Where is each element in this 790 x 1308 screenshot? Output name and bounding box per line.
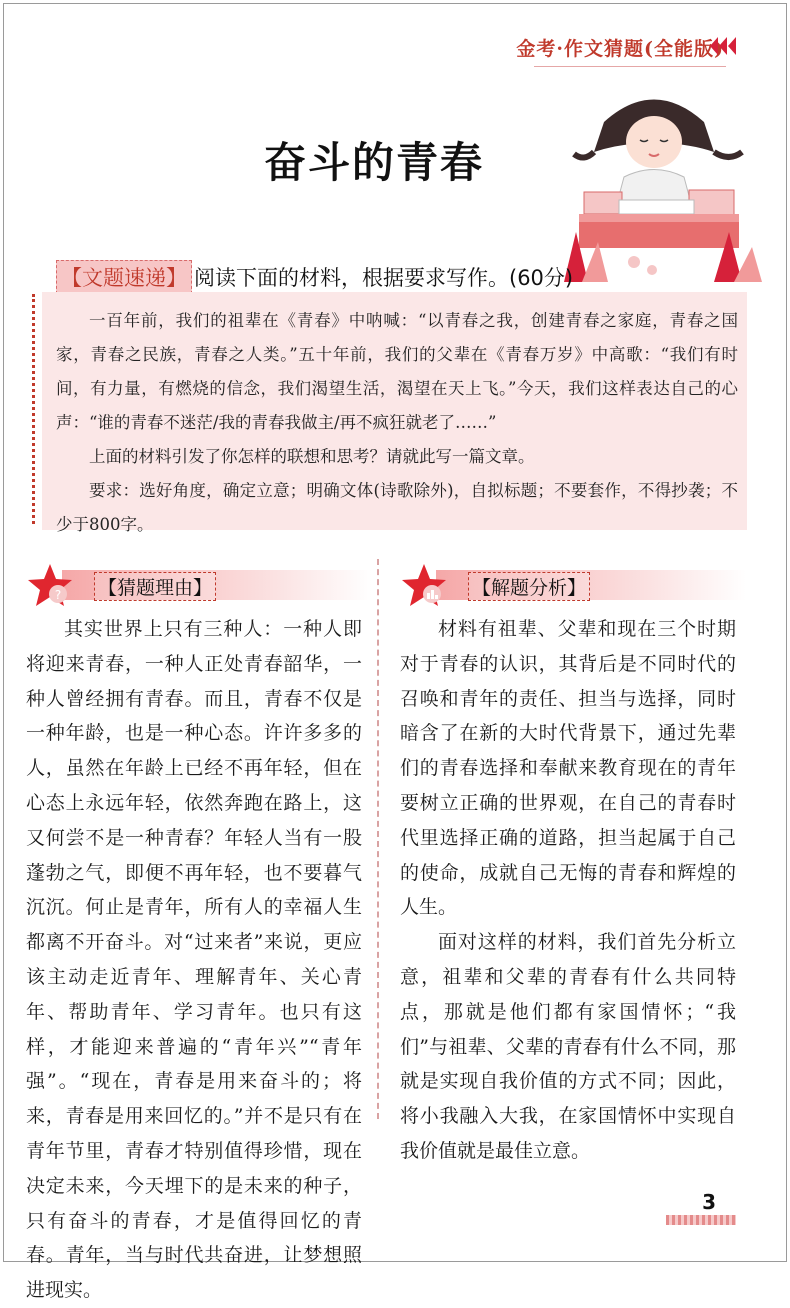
right-section-heading xyxy=(400,562,740,608)
left-column-text xyxy=(26,612,362,1308)
right-heading-label: 【解题分析】 xyxy=(468,572,590,601)
left-section-heading xyxy=(26,562,366,608)
material-paragraph-2: 上面的材料引发了你怎样的联想和思考？请就此写一篇文章。 xyxy=(89,447,535,466)
right-column-text xyxy=(400,612,736,1169)
girl-reading-illustration-icon xyxy=(564,82,764,282)
page-title: 奋斗的青春 xyxy=(263,138,484,187)
material-paragraph-3: 要求：选好角度，确定立意；明确文体(诗歌除外)，自拟标题；不要套作，不得抄袭；不少于800字。 xyxy=(56,481,738,534)
star-chart-icon xyxy=(400,562,448,610)
left-heading-label: 【猜题理由】 xyxy=(94,572,216,601)
right-paragraph-2: 面对这样的材料，我们首先分析立意，祖辈和父辈的青春有什么共同特点，那就是他们都有家国情怀；“我们”与祖辈、父辈的青春有什么不同，那就是实现自我价值的方式不同；因此，将小我融入大我，在家国情怀中实现自我价值就是最佳立意。 xyxy=(400,931,736,1162)
material-text xyxy=(56,304,738,542)
series-header: 金考·作文猜题(全能版) xyxy=(516,38,724,60)
book-page xyxy=(3,3,787,1302)
prompt-tag: 【文题速递】 xyxy=(56,260,192,294)
material-paragraph-1: 一百年前，我们的祖辈在《青春》中呐喊：“以青春之我，创建青春之家庭，青春之国家，青春之民族，青春之人类。”五十年前，我们的父辈在《青春万岁》中高歌：“我们有时间，有力量，有燃烧的信念，我们渴望生活，渴望在天上飞。”今天，我们这样表达自己的心声：“谁的青春不迷茫/我的青春我做主/再不疯狂就老了……” xyxy=(56,311,738,432)
prompt-heading xyxy=(56,260,573,294)
left-paragraph: 其实世界上只有三种人：一种人即将迎来青春，一种人正处青春韶华，一种人曾经拥有青春。而且，青春不仅是一种年龄，也是一种心态。许许多多的人，虽然在年龄上已经不再年轻，但在心态上永远年轻，依然奔跑在路上，这又何尝不是一种青春？年轻人当有一股蓬勃之气，即便不再年轻，也不要暮气沉沉。何止是青年，所有人的幸福人生都离不开奋斗。对“过来者”来说，更应该主动走近青年、理解青年、关心青年、帮助青年、学习青年。也只有这样，才能迎来普遍的“青年兴”“青年强”。“现在，青春是用来奋斗的；将来，青春是用来回忆的。”并不是只有在青年节里，青春才特别值得珍惜，现在决定未来，今天埋下的是未来的种子，只有奋斗的青春，才是值得回忆的青春。青年，当与时代共奋进，让梦想照进现实。 xyxy=(26,618,362,1302)
page-number: 3 xyxy=(702,1190,716,1214)
page-number-bar xyxy=(666,1215,736,1225)
triple-arrow-icon xyxy=(709,37,736,55)
material-dotted-border xyxy=(32,294,35,524)
svg-text:?: ? xyxy=(54,588,62,602)
column-divider xyxy=(377,559,379,1119)
header-rule xyxy=(534,66,726,67)
prompt-instruction: 阅读下面的材料，根据要求写作。(60分) xyxy=(194,266,574,290)
star-question-icon xyxy=(26,562,74,610)
right-paragraph-1: 材料有祖辈、父辈和现在三个时期对于青春的认识，其背后是不同时代的召唤和青年的责任、担当与选择，同时暗含了在新的大时代背景下，通过先辈们的青春选择和奉献来教育现在的青年要树立正确的世界观，在自己的青春时代里选择正确的道路，担当起属于自己的使命，成就自己无悔的青春和辉煌的人生。 xyxy=(400,618,736,919)
